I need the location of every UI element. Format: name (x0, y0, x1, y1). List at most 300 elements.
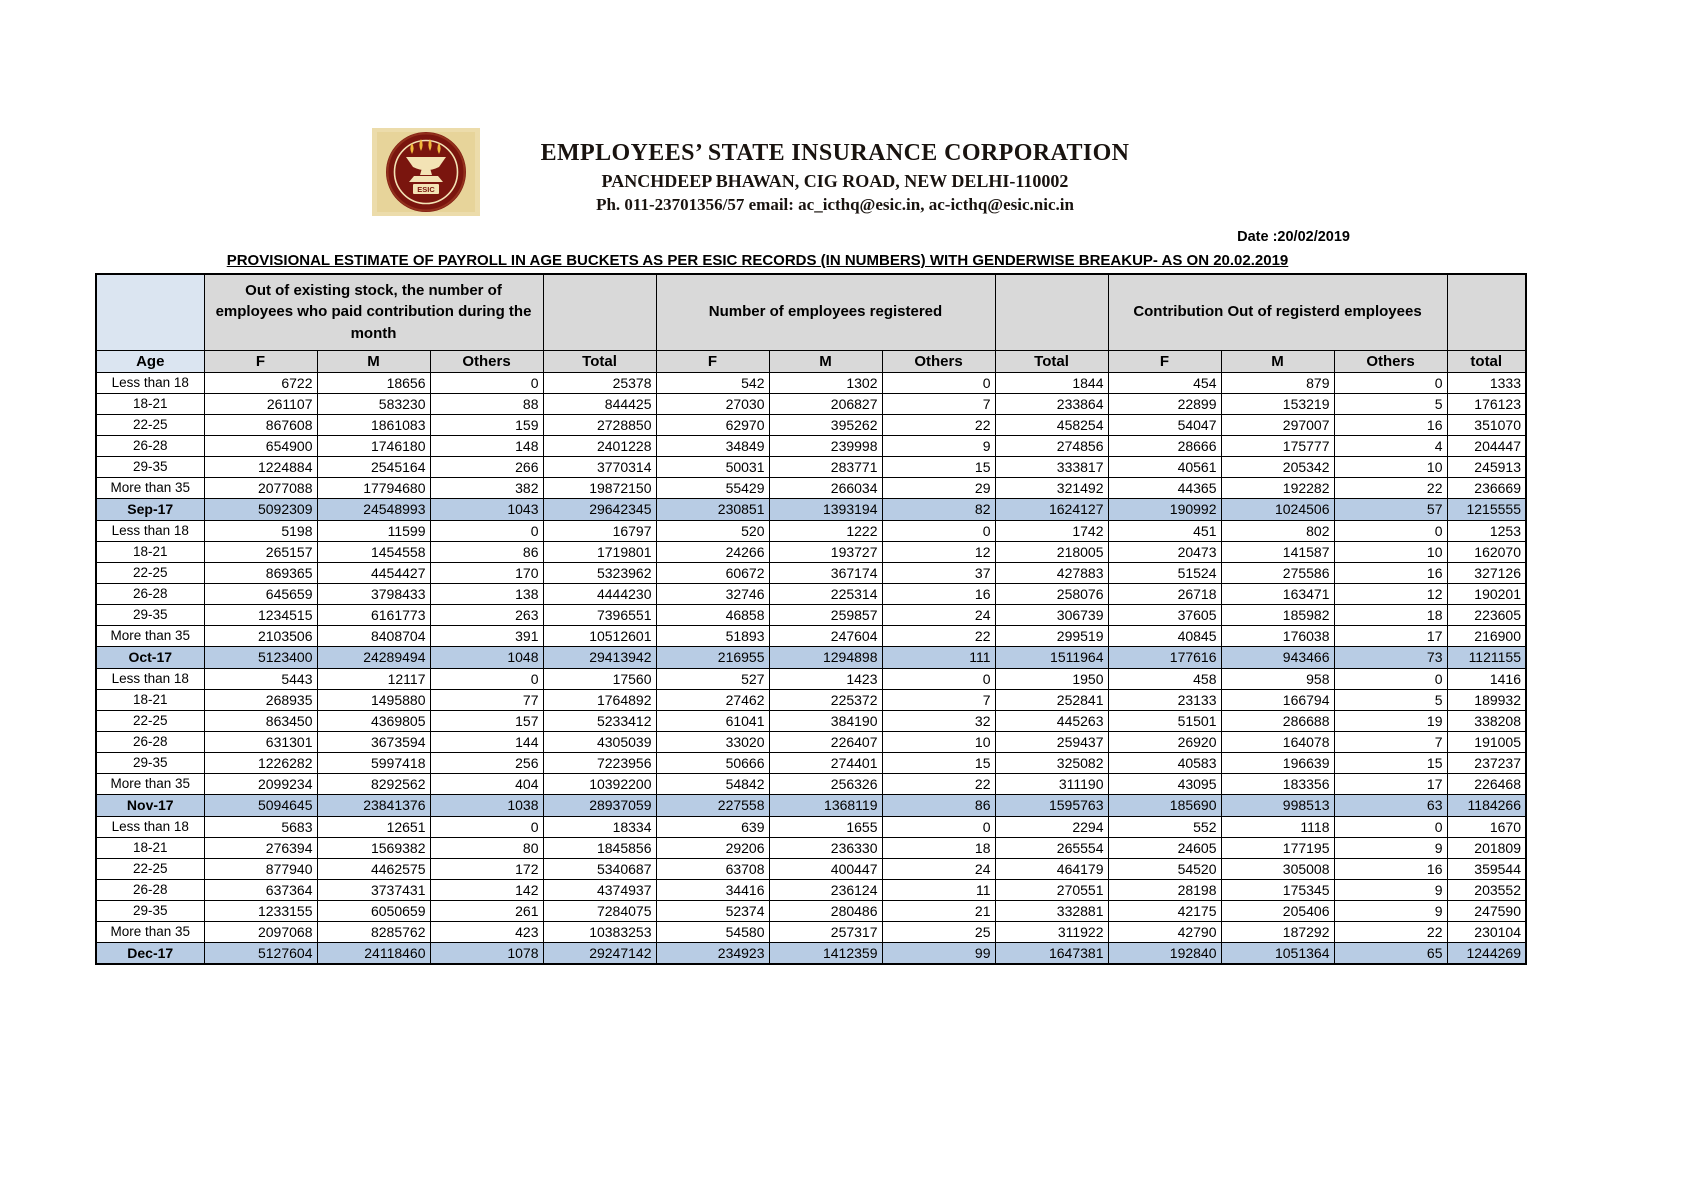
value-cell: 5683 (204, 816, 317, 837)
value-cell: 25378 (543, 372, 656, 393)
value-cell: 9 (1334, 900, 1447, 921)
esic-logo-icon (372, 128, 480, 216)
age-label-cell: 29-35 (96, 900, 204, 921)
value-cell: 877940 (204, 858, 317, 879)
value-cell: 259437 (995, 731, 1108, 752)
value-cell: 24 (882, 858, 995, 879)
value-cell: 1048 (430, 646, 543, 668)
value-cell: 1670 (1447, 816, 1526, 837)
group-header-cell: Number of employees registered (656, 274, 995, 350)
value-cell: 645659 (204, 583, 317, 604)
value-cell: 458254 (995, 414, 1108, 435)
value-cell: 4 (1334, 435, 1447, 456)
table-row (96, 477, 1526, 498)
value-cell: 552 (1108, 816, 1221, 837)
value-cell: 60672 (656, 562, 769, 583)
value-cell: 159 (430, 414, 543, 435)
value-cell: 57 (1334, 498, 1447, 520)
month-label-cell: Sep-17 (96, 498, 204, 520)
value-cell: 28198 (1108, 879, 1221, 900)
value-cell: 17 (1334, 625, 1447, 646)
value-cell: 1043 (430, 498, 543, 520)
value-cell: 54842 (656, 773, 769, 794)
value-cell: 2294 (995, 816, 1108, 837)
value-cell: 0 (430, 816, 543, 837)
value-cell: 9 (882, 435, 995, 456)
value-cell: 256326 (769, 773, 882, 794)
value-cell: 367174 (769, 562, 882, 583)
value-cell: 0 (882, 816, 995, 837)
value-cell: 1184266 (1447, 794, 1526, 816)
value-cell: 175345 (1221, 879, 1334, 900)
value-cell: 185690 (1108, 794, 1221, 816)
value-cell: 141587 (1221, 541, 1334, 562)
value-cell: 268935 (204, 689, 317, 710)
value-cell: 80 (430, 837, 543, 858)
value-cell: 12 (882, 541, 995, 562)
value-cell: 7 (1334, 731, 1447, 752)
value-cell: 283771 (769, 456, 882, 477)
value-cell: 216955 (656, 646, 769, 668)
value-cell: 263 (430, 604, 543, 625)
value-cell: 51893 (656, 625, 769, 646)
table-row (96, 752, 1526, 773)
value-cell: 32746 (656, 583, 769, 604)
value-cell: 252841 (995, 689, 1108, 710)
value-cell: 185982 (1221, 604, 1334, 625)
value-cell: 148 (430, 435, 543, 456)
value-cell: 1393194 (769, 498, 882, 520)
value-cell: 10 (882, 731, 995, 752)
value-cell: 2097068 (204, 921, 317, 942)
table-row (96, 921, 1526, 942)
value-cell: 1244269 (1447, 942, 1526, 964)
value-cell: 1226282 (204, 752, 317, 773)
age-label-cell: 29-35 (96, 752, 204, 773)
table-row (96, 731, 1526, 752)
value-cell: 451 (1108, 520, 1221, 541)
value-cell: 1233155 (204, 900, 317, 921)
value-cell: 958 (1221, 668, 1334, 689)
value-cell: 1078 (430, 942, 543, 964)
value-cell: 4462575 (317, 858, 430, 879)
value-cell: 192840 (1108, 942, 1221, 964)
value-cell: 1861083 (317, 414, 430, 435)
table-row (96, 604, 1526, 625)
value-cell: 869365 (204, 562, 317, 583)
value-cell: 1454558 (317, 541, 430, 562)
value-cell: 1121155 (1447, 646, 1526, 668)
value-cell: 99 (882, 942, 995, 964)
value-cell: 1719801 (543, 541, 656, 562)
value-cell: 24266 (656, 541, 769, 562)
value-cell: 5 (1334, 689, 1447, 710)
column-header-cell: M (1221, 350, 1334, 372)
value-cell: 261 (430, 900, 543, 921)
value-cell: 15 (882, 456, 995, 477)
value-cell: 196639 (1221, 752, 1334, 773)
value-cell: 73 (1334, 646, 1447, 668)
value-cell: 19 (1334, 710, 1447, 731)
value-cell: 305008 (1221, 858, 1334, 879)
table-body (96, 372, 1526, 964)
value-cell: 0 (1334, 520, 1447, 541)
value-cell: 404 (430, 773, 543, 794)
value-cell: 0 (882, 520, 995, 541)
value-cell: 943466 (1221, 646, 1334, 668)
value-cell: 384190 (769, 710, 882, 731)
column-header-cell: M (769, 350, 882, 372)
value-cell: 22 (1334, 921, 1447, 942)
value-cell: 311922 (995, 921, 1108, 942)
group-header-row (96, 274, 1526, 350)
age-label-cell: 18-21 (96, 837, 204, 858)
value-cell: 311190 (995, 773, 1108, 794)
value-cell: 42175 (1108, 900, 1221, 921)
value-cell: 157 (430, 710, 543, 731)
age-label-cell: Less than 18 (96, 372, 204, 393)
value-cell: 65 (1334, 942, 1447, 964)
age-label-cell: More than 35 (96, 477, 204, 498)
table-row (96, 562, 1526, 583)
value-cell: 4454427 (317, 562, 430, 583)
letterhead (470, 140, 1200, 215)
value-cell: 17794680 (317, 477, 430, 498)
value-cell: 8408704 (317, 625, 430, 646)
value-cell: 542 (656, 372, 769, 393)
age-label-cell: 26-28 (96, 731, 204, 752)
value-cell: 2099234 (204, 773, 317, 794)
age-label-cell: 26-28 (96, 583, 204, 604)
value-cell: 172 (430, 858, 543, 879)
value-cell: 55429 (656, 477, 769, 498)
table-row (96, 858, 1526, 879)
value-cell: 27030 (656, 393, 769, 414)
value-cell: 266 (430, 456, 543, 477)
value-cell: 1253 (1447, 520, 1526, 541)
value-cell: 1655 (769, 816, 882, 837)
value-cell: 24118460 (317, 942, 430, 964)
age-label-cell: Less than 18 (96, 816, 204, 837)
value-cell: 266034 (769, 477, 882, 498)
value-cell: 327126 (1447, 562, 1526, 583)
org-address: PANCHDEEP BHAWAN, CIG ROAD, NEW DELHI-110002 (601, 171, 1069, 191)
value-cell: 1845856 (543, 837, 656, 858)
value-cell: 338208 (1447, 710, 1526, 731)
value-cell: 6161773 (317, 604, 430, 625)
age-label-cell: More than 35 (96, 773, 204, 794)
value-cell: 19872150 (543, 477, 656, 498)
value-cell: 33020 (656, 731, 769, 752)
value-cell: 1647381 (995, 942, 1108, 964)
value-cell: 332881 (995, 900, 1108, 921)
value-cell: 3673594 (317, 731, 430, 752)
column-header-cell: F (204, 350, 317, 372)
value-cell: 111 (882, 646, 995, 668)
value-cell: 29247142 (543, 942, 656, 964)
age-label-cell: 22-25 (96, 414, 204, 435)
value-cell: 190992 (1108, 498, 1221, 520)
age-label-cell: 26-28 (96, 879, 204, 900)
value-cell: 189932 (1447, 689, 1526, 710)
value-cell: 176038 (1221, 625, 1334, 646)
value-cell: 1368119 (769, 794, 882, 816)
value-cell: 0 (430, 372, 543, 393)
value-cell: 16 (1334, 858, 1447, 879)
value-cell: 247604 (769, 625, 882, 646)
value-cell: 50666 (656, 752, 769, 773)
value-cell: 637364 (204, 879, 317, 900)
table-row (96, 689, 1526, 710)
value-cell: 299519 (995, 625, 1108, 646)
value-cell: 9 (1334, 879, 1447, 900)
value-cell: 5092309 (204, 498, 317, 520)
value-cell: 23841376 (317, 794, 430, 816)
value-cell: 280486 (769, 900, 882, 921)
value-cell: 164078 (1221, 731, 1334, 752)
value-cell: 230851 (656, 498, 769, 520)
value-cell: 306739 (995, 604, 1108, 625)
value-cell: 1302 (769, 372, 882, 393)
value-cell: 166794 (1221, 689, 1334, 710)
value-cell: 5323962 (543, 562, 656, 583)
value-cell: 257317 (769, 921, 882, 942)
age-label-cell: 29-35 (96, 456, 204, 477)
summary-row (96, 498, 1526, 520)
month-label-cell: Dec-17 (96, 942, 204, 964)
value-cell: 225372 (769, 689, 882, 710)
value-cell: 2401228 (543, 435, 656, 456)
value-cell: 0 (430, 668, 543, 689)
value-cell: 0 (882, 668, 995, 689)
value-cell: 321492 (995, 477, 1108, 498)
value-cell: 458 (1108, 668, 1221, 689)
value-cell: 16 (882, 583, 995, 604)
value-cell: 1224884 (204, 456, 317, 477)
value-cell: 863450 (204, 710, 317, 731)
month-label-cell: Nov-17 (96, 794, 204, 816)
value-cell: 7 (882, 393, 995, 414)
value-cell: 34849 (656, 435, 769, 456)
column-header-cell: M (317, 350, 430, 372)
value-cell: 22899 (1108, 393, 1221, 414)
value-cell: 29642345 (543, 498, 656, 520)
value-cell: 276394 (204, 837, 317, 858)
value-cell: 654900 (204, 435, 317, 456)
value-cell: 423 (430, 921, 543, 942)
value-cell: 639 (656, 816, 769, 837)
org-name: EMPLOYEES’ STATE INSURANCE CORPORATION (540, 140, 1130, 166)
table-row (96, 668, 1526, 689)
value-cell: 5340687 (543, 858, 656, 879)
value-cell: 4374937 (543, 879, 656, 900)
summary-row (96, 942, 1526, 964)
value-cell: 1038 (430, 794, 543, 816)
value-cell: 21 (882, 900, 995, 921)
age-label-cell: 18-21 (96, 689, 204, 710)
value-cell: 236124 (769, 879, 882, 900)
value-cell: 400447 (769, 858, 882, 879)
column-header-row (96, 350, 1526, 372)
value-cell: 22 (882, 414, 995, 435)
column-header-cell: Total (995, 350, 1108, 372)
value-cell: 205406 (1221, 900, 1334, 921)
age-label-cell: 22-25 (96, 710, 204, 731)
value-cell: 206827 (769, 393, 882, 414)
value-cell: 43095 (1108, 773, 1221, 794)
column-header-cell: F (656, 350, 769, 372)
value-cell: 5123400 (204, 646, 317, 668)
value-cell: 12117 (317, 668, 430, 689)
value-cell: 44365 (1108, 477, 1221, 498)
value-cell: 51501 (1108, 710, 1221, 731)
value-cell: 225314 (769, 583, 882, 604)
table-row (96, 393, 1526, 414)
value-cell: 1742 (995, 520, 1108, 541)
value-cell: 237237 (1447, 752, 1526, 773)
value-cell: 1950 (995, 668, 1108, 689)
value-cell: 86 (430, 541, 543, 562)
value-cell: 4369805 (317, 710, 430, 731)
value-cell: 8292562 (317, 773, 430, 794)
value-cell: 5443 (204, 668, 317, 689)
value-cell: 63708 (656, 858, 769, 879)
value-cell: 445263 (995, 710, 1108, 731)
value-cell: 333817 (995, 456, 1108, 477)
value-cell: 256 (430, 752, 543, 773)
value-cell: 867608 (204, 414, 317, 435)
value-cell: 162070 (1447, 541, 1526, 562)
value-cell: 61041 (656, 710, 769, 731)
value-cell: 297007 (1221, 414, 1334, 435)
group-header-cell (1447, 274, 1526, 350)
age-label-cell: Less than 18 (96, 520, 204, 541)
value-cell: 28666 (1108, 435, 1221, 456)
value-cell: 275586 (1221, 562, 1334, 583)
value-cell: 170 (430, 562, 543, 583)
summary-row (96, 646, 1526, 668)
value-cell: 5997418 (317, 752, 430, 773)
column-header-cell: Total (543, 350, 656, 372)
table-row (96, 456, 1526, 477)
value-cell: 201809 (1447, 837, 1526, 858)
value-cell: 15 (1334, 752, 1447, 773)
value-cell: 998513 (1221, 794, 1334, 816)
value-cell: 18656 (317, 372, 430, 393)
value-cell: 583230 (317, 393, 430, 414)
value-cell: 82 (882, 498, 995, 520)
age-label-cell: 22-25 (96, 562, 204, 583)
value-cell: 234923 (656, 942, 769, 964)
value-cell: 11599 (317, 520, 430, 541)
value-cell: 844425 (543, 393, 656, 414)
value-cell: 22 (882, 773, 995, 794)
column-header-cell: total (1447, 350, 1526, 372)
value-cell: 77 (430, 689, 543, 710)
value-cell: 24605 (1108, 837, 1221, 858)
value-cell: 29206 (656, 837, 769, 858)
value-cell: 163471 (1221, 583, 1334, 604)
value-cell: 239998 (769, 435, 882, 456)
value-cell: 236330 (769, 837, 882, 858)
age-label-cell: 18-21 (96, 541, 204, 562)
value-cell: 24 (882, 604, 995, 625)
column-header-cell: Others (882, 350, 995, 372)
value-cell: 63 (1334, 794, 1447, 816)
value-cell: 879 (1221, 372, 1334, 393)
value-cell: 12 (1334, 583, 1447, 604)
value-cell: 15 (882, 752, 995, 773)
value-cell: 0 (1334, 668, 1447, 689)
value-cell: 233864 (995, 393, 1108, 414)
value-cell: 26718 (1108, 583, 1221, 604)
group-header-cell (543, 274, 656, 350)
value-cell: 274856 (995, 435, 1108, 456)
value-cell: 52374 (656, 900, 769, 921)
age-label-cell: 22-25 (96, 858, 204, 879)
esic-logo (372, 128, 480, 216)
value-cell: 0 (882, 372, 995, 393)
value-cell: 191005 (1447, 731, 1526, 752)
value-cell: 5198 (204, 520, 317, 541)
group-header-cell: Out of existing stock, the number of employees who paid contribution during the month (204, 274, 543, 350)
value-cell: 16 (1334, 414, 1447, 435)
value-cell: 1416 (1447, 668, 1526, 689)
value-cell: 270551 (995, 879, 1108, 900)
value-cell: 802 (1221, 520, 1334, 541)
value-cell: 11 (882, 879, 995, 900)
value-cell: 22 (882, 625, 995, 646)
value-cell: 62970 (656, 414, 769, 435)
group-header-cell: Contribution Out of registerd employees (1108, 274, 1447, 350)
value-cell: 42790 (1108, 921, 1221, 942)
value-cell: 1569382 (317, 837, 430, 858)
value-cell: 190201 (1447, 583, 1526, 604)
month-label-cell: Oct-17 (96, 646, 204, 668)
value-cell: 3798433 (317, 583, 430, 604)
value-cell: 10383253 (543, 921, 656, 942)
value-cell: 88 (430, 393, 543, 414)
value-cell: 16 (1334, 562, 1447, 583)
value-cell: 50031 (656, 456, 769, 477)
value-cell: 427883 (995, 562, 1108, 583)
value-cell: 40583 (1108, 752, 1221, 773)
value-cell: 218005 (995, 541, 1108, 562)
value-cell: 4305039 (543, 731, 656, 752)
value-cell: 37 (882, 562, 995, 583)
age-label-cell: More than 35 (96, 921, 204, 942)
value-cell: 20473 (1108, 541, 1221, 562)
value-cell: 359544 (1447, 858, 1526, 879)
value-cell: 175777 (1221, 435, 1334, 456)
value-cell: 216900 (1447, 625, 1526, 646)
value-cell: 142 (430, 879, 543, 900)
value-cell: 265554 (995, 837, 1108, 858)
value-cell: 10512601 (543, 625, 656, 646)
value-cell: 2728850 (543, 414, 656, 435)
value-cell: 34416 (656, 879, 769, 900)
value-cell: 391 (430, 625, 543, 646)
value-cell: 29 (882, 477, 995, 498)
value-cell: 227558 (656, 794, 769, 816)
value-cell: 1764892 (543, 689, 656, 710)
value-cell: 325082 (995, 752, 1108, 773)
value-cell: 40845 (1108, 625, 1221, 646)
value-cell: 5233412 (543, 710, 656, 731)
value-cell: 6722 (204, 372, 317, 393)
value-cell: 265157 (204, 541, 317, 562)
value-cell: 192282 (1221, 477, 1334, 498)
